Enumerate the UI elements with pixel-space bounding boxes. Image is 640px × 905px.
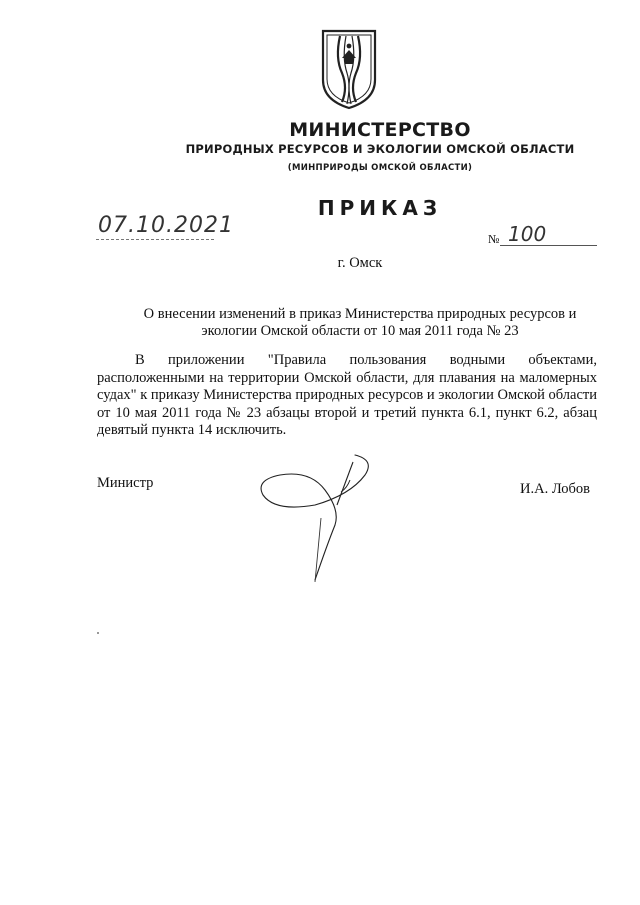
signatory-name: И.А. Лобов	[520, 481, 591, 497]
coat-of-arms-emblem-icon	[320, 28, 378, 110]
number-sign: №	[488, 232, 500, 246]
signatory-position: Министр	[97, 475, 154, 491]
document-type-title: ПРИКАЗ	[317, 196, 443, 220]
ministry-short-name: (МИНПРИРОДЫ ОМСКОЙ ОБЛАСТИ)	[287, 163, 473, 173]
date-underline	[96, 239, 214, 240]
scan-speck	[97, 632, 99, 634]
ministry-subtitle: ПРИРОДНЫХ РЕСУРСОВ И ЭКОЛОГИИ ОМСКОЙ ОБЛАСТИ	[185, 142, 575, 156]
number-underline	[500, 245, 597, 246]
order-body-paragraph: В приложении "Правила пользования водными объектами, расположенными на территории Омской области, для плавания на маломерных судах" к приказу Министерства природных ресурсов и экологии Омской области от 10 мая 2011 года № 23 абзацы второй и третий пункта 6.1, пункт 6.2, абзац девятый пункта 14 исключить.	[97, 352, 597, 438]
order-subject: О внесении изменений в приказ Министерства природных ресурсов и экологии Омской области от 10 мая 2011 года № 23	[143, 306, 577, 339]
order-date: 07.10.2021	[98, 213, 234, 238]
handwritten-signature	[255, 450, 380, 590]
order-number: 100	[508, 222, 547, 246]
city: г. Омск	[337, 255, 383, 271]
ministry-title: МИНИСТЕРСТВО	[289, 119, 471, 141]
